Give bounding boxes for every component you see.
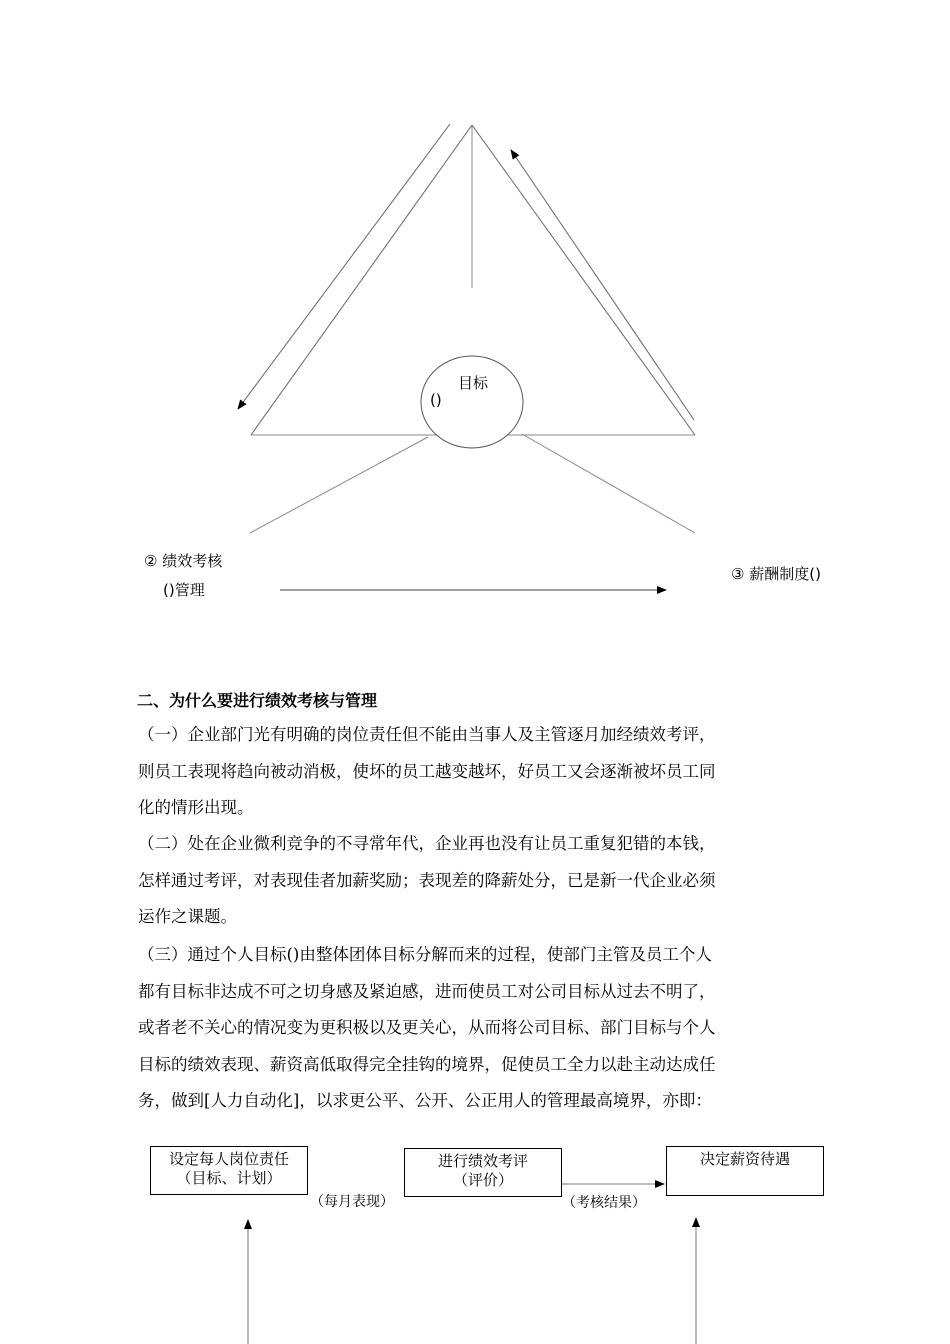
goal-sub-label: () (430, 391, 442, 409)
box-line: 进行绩效考评 (437, 1152, 528, 1170)
paragraph-line: （三）通过个人目标()由整体团体目标分解而来的过程，使部门主管及员工个人 (138, 945, 712, 964)
box-line: 决定薪资待遇 (699, 1150, 790, 1168)
section-title: 二、为什么要进行绩效考核与管理 (137, 691, 378, 710)
left-arrow (238, 124, 450, 409)
paragraph-2 (138, 826, 828, 936)
flow-box-set-responsibility (150, 1146, 308, 1195)
paragraph-line: 务，做到[人力自动化]，以求更公平、公开、公正用人的管理最高境界，亦即： (138, 1091, 712, 1110)
paragraph-3 (138, 937, 828, 1120)
triangle-diagram (0, 0, 950, 640)
paragraph-line: 则员工表现将趋向被动消极，使坏的员工越变越坏，好员工又会逐渐被坏员工同 (138, 761, 716, 781)
paragraph-line: 运作之课题。 (138, 907, 237, 926)
compensation-label: ③ 薪酬制度() (731, 565, 821, 583)
paragraph-line: 怎样通过考评，对表现佳者加薪奖励；表现差的降薪处分，已是新一代企业必须 (138, 870, 716, 890)
flow-label-result: （考核结果） (562, 1195, 646, 1211)
paragraph-line: 都有目标非达成不可之切身感及紧迫感，进而使员工对公司目标从过去不明了， (138, 981, 716, 1001)
paragraph-line: 或者老不关心的情况变为更积极以及更关心，从而将公司目标、部门目标与个人 (138, 1018, 716, 1037)
flow-box-salary (666, 1146, 824, 1196)
paragraph-1 (138, 717, 828, 827)
box-line: （目标、计划） (176, 1169, 282, 1187)
performance-label: ② 绩效考核 (144, 552, 223, 570)
right-arrow (511, 150, 694, 420)
lower-right-line (522, 434, 695, 533)
paragraph-line: 目标的绩效表现、薪资高低取得完全挂钩的境界，促使员工全力以赴主动达成任 (138, 1054, 716, 1074)
flow-box-evaluate (404, 1148, 562, 1197)
paragraph-line: （二）处在企业微利竞争的不寻常年代，企业再也没有让员工重复犯错的本钱， (138, 834, 716, 853)
management-label: ()管理 (163, 581, 205, 599)
box-line: 设定每人岗位责任 (168, 1150, 289, 1168)
paragraph-line: （一）企业部门光有明确的岗位责任但不能由当事人及主管逐月加经绩效考评， (138, 725, 716, 744)
flow-label-monthly: （每月表现） (310, 1194, 394, 1210)
box-line: （评价） (452, 1171, 513, 1189)
paragraph-line: 化的情形出现。 (138, 798, 254, 817)
lower-left-line (250, 437, 428, 533)
goal-label: 目标 (458, 374, 489, 392)
